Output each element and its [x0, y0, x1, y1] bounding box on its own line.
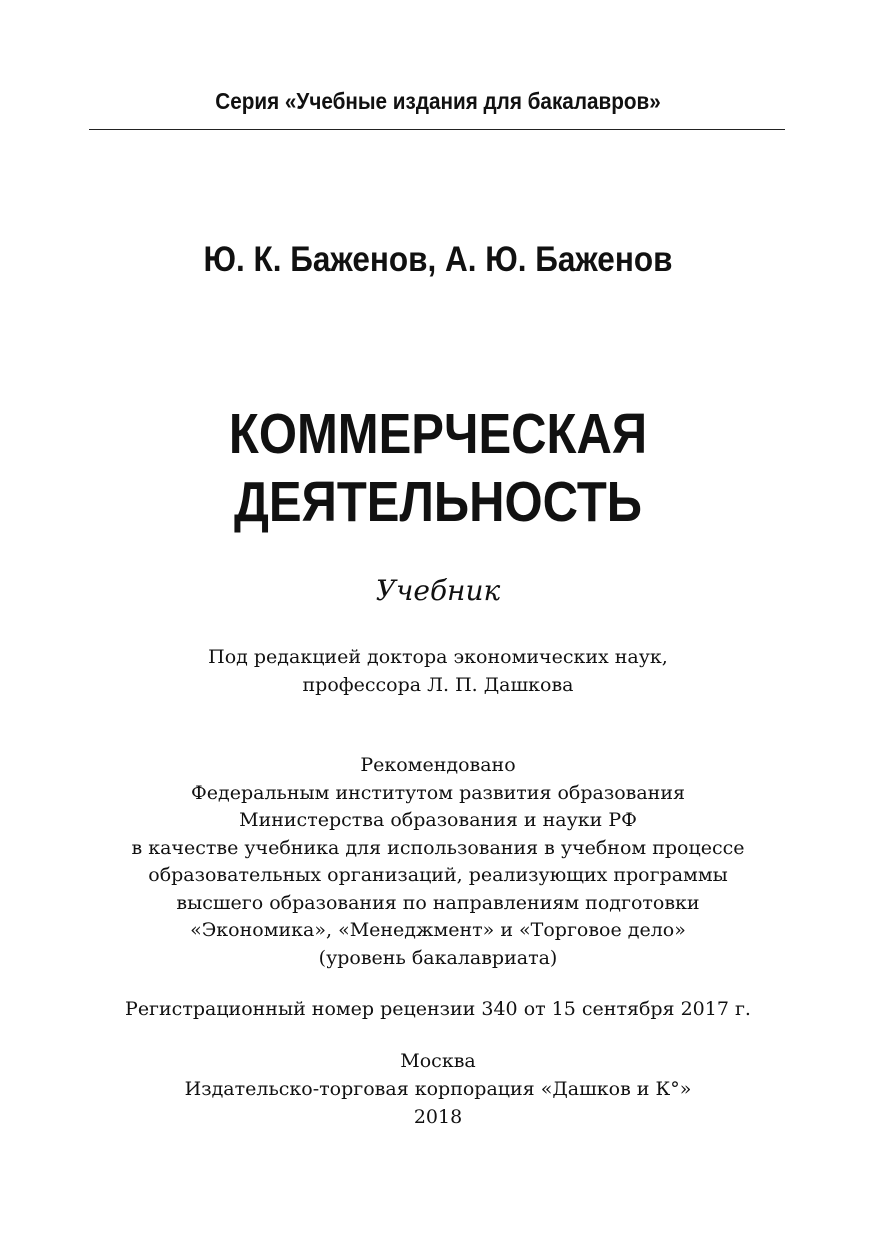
- publisher-city: Москва: [400, 1050, 476, 1072]
- recommendation-line: в качестве учебника для использования в учебном процессе: [131, 836, 745, 859]
- publisher-name: Издательско-торговая корпорация «Дашков и К°»: [184, 1078, 692, 1100]
- series-title: Серия «Учебные издания для бакалавров»: [215, 88, 661, 114]
- recommendation-line: Министерства образования и науки РФ: [239, 809, 637, 831]
- recommendation-line: «Экономика», «Менеджмент» и «Торговое дело»: [190, 919, 686, 941]
- editor-note-line-1: Под редакцией доктора экономических наук,: [208, 646, 668, 668]
- book-subtitle: Учебник: [375, 574, 501, 607]
- header-divider: [89, 129, 785, 130]
- editor-note: [0, 643, 876, 699]
- publisher-info: [0, 1047, 876, 1131]
- recommendation-line: Рекомендовано: [360, 754, 516, 776]
- book-title-line-1: КОММЕРЧЕСКАЯ: [228, 402, 648, 466]
- publication-year: 2018: [413, 1106, 463, 1128]
- recommendation-line: (уровень бакалавриата): [318, 946, 558, 969]
- recommendation-line: образовательных организаций, реализующих программы: [148, 864, 728, 886]
- registration-number: Регистрационный номер рецензии 340 от 15 сентября 2017 г.: [125, 998, 751, 1020]
- authors: Ю. К. Баженов, А. Ю. Баженов: [203, 240, 673, 279]
- editor-note-line-2: профессора Л. П. Дашкова: [302, 674, 574, 696]
- book-title-line-2: ДЕЯТЕЛЬНОСТЬ: [233, 470, 643, 534]
- recommendation-line: Федеральным институтом развития образования: [191, 781, 685, 804]
- book-title: [61, 400, 814, 536]
- recommendation-line: высшего образования по направлениям подготовки: [176, 891, 700, 914]
- recommendation-note: [0, 752, 876, 972]
